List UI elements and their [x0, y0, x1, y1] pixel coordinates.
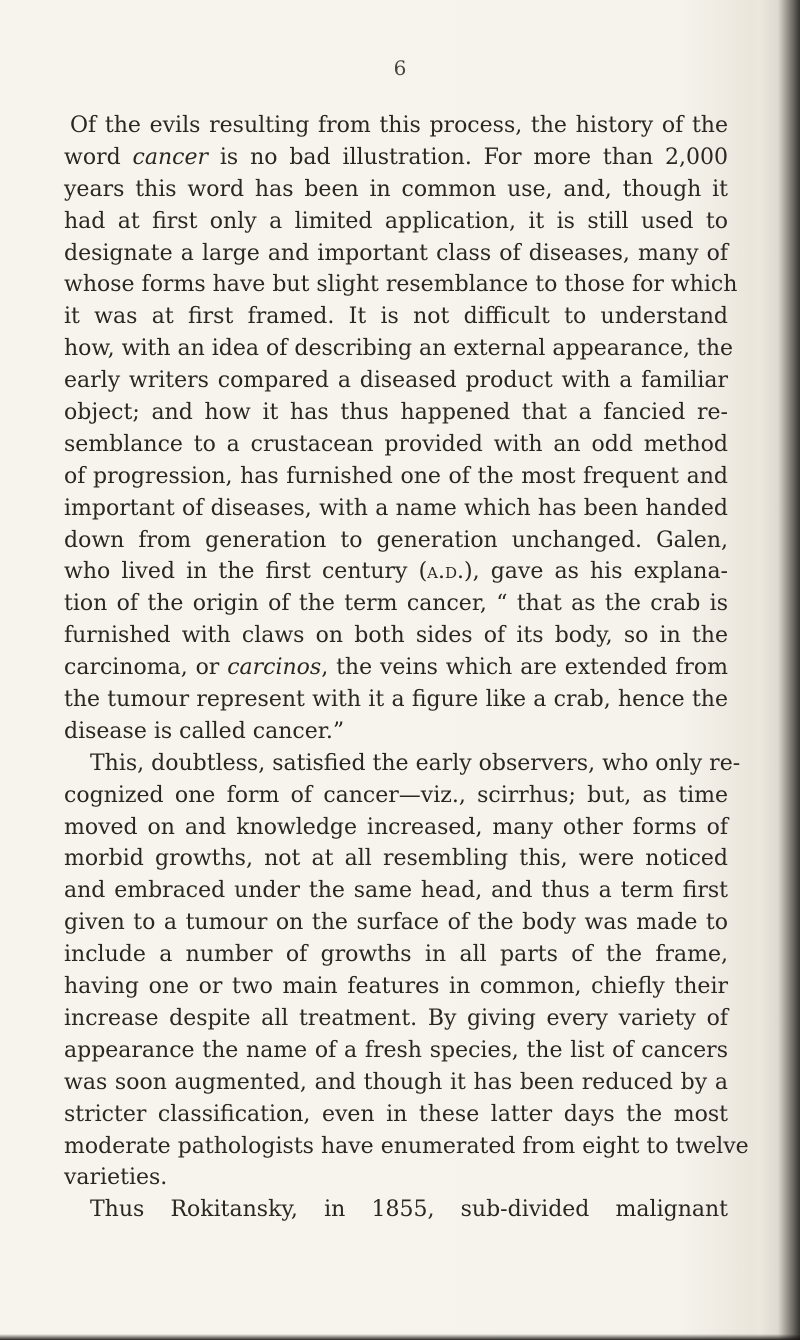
- text-line: early writers compared a diseased product with a familiar: [64, 368, 728, 394]
- text-line: how, with an idea of describing an external appearance, the: [64, 336, 734, 362]
- text-line: and embraced under the same head, and thus a term first: [64, 878, 728, 904]
- text-line: morbid growths, not at all resembling this, were noticed: [64, 846, 728, 872]
- text-line: years this word has been in common use, and, though it: [64, 176, 728, 202]
- body-text: [64, 110, 749, 1226]
- text-line: of progression, has furnished one of the most frequent and: [64, 463, 728, 489]
- text-line: who lived in the first century (a.d.), gave as his explana-: [64, 559, 728, 585]
- text-line: furnished with claws on both sides of its body, so in the: [64, 623, 728, 649]
- text-line: had at first only a limited application, it is still used to: [64, 208, 728, 234]
- text-line: having one or two main features in common, chiefly their: [64, 974, 728, 1000]
- text-line: stricter classification, even in these latter days the most: [64, 1101, 728, 1127]
- page-binding-shadow: [760, 0, 800, 1340]
- page-number: 6: [393, 56, 407, 80]
- text-line: varieties.: [64, 1165, 168, 1191]
- text-line: This, doubtless, satisfied the early observers, who only re-: [90, 750, 741, 776]
- text-line: appearance the name of a fresh species, the list of cancers: [64, 1037, 728, 1063]
- text-line: given to a tumour on the surface of the body was made to: [64, 910, 728, 936]
- text-line: include a number of growths in all parts of the frame,: [64, 942, 728, 968]
- text-line: it was at first framed. It is not difficult to understand: [64, 304, 728, 330]
- text-line: Of the evils resulting from this process, the history of the: [70, 113, 728, 138]
- text-line: word cancer is no bad illustration. For more than 2,000: [64, 144, 728, 170]
- text-line: object; and how it has thus happened that a fancied re-: [64, 400, 728, 426]
- text-line: Thus Rokitansky, in 1855, sub-divided malignant: [90, 1197, 728, 1223]
- text-line: designate a large and important class of diseases, many of: [64, 240, 728, 266]
- text-line: the tumour represent with it a figure like a crab, hence the: [64, 687, 728, 713]
- text-line: was soon augmented, and though it has been reduced by a: [64, 1069, 728, 1095]
- text-line: moderate pathologists have enumerated from eight to twelve: [64, 1133, 749, 1159]
- text-line: moved on and knowledge increased, many other forms of: [64, 814, 728, 840]
- text-line: disease is called cancer.”: [64, 718, 345, 744]
- text-line: semblance to a crustacean provided with an odd method: [64, 431, 728, 457]
- text-line: increase despite all treatment. By giving every variety of: [64, 1005, 728, 1031]
- text-line: down from generation to generation unchanged. Galen,: [64, 527, 728, 553]
- text-line: carcinoma, or carcinos, the veins which are extended from: [64, 655, 728, 681]
- text-line: important of diseases, with a name which has been handed: [64, 495, 728, 521]
- text-line: whose forms have but slight resemblance to those for which: [64, 272, 738, 298]
- page-bottom-edge: [0, 1334, 800, 1340]
- text-line: cognized one form of cancer—viz., scirrhus; but, as time: [64, 782, 728, 808]
- text-line: tion of the origin of the term cancer, “ that as the crab is: [64, 591, 728, 617]
